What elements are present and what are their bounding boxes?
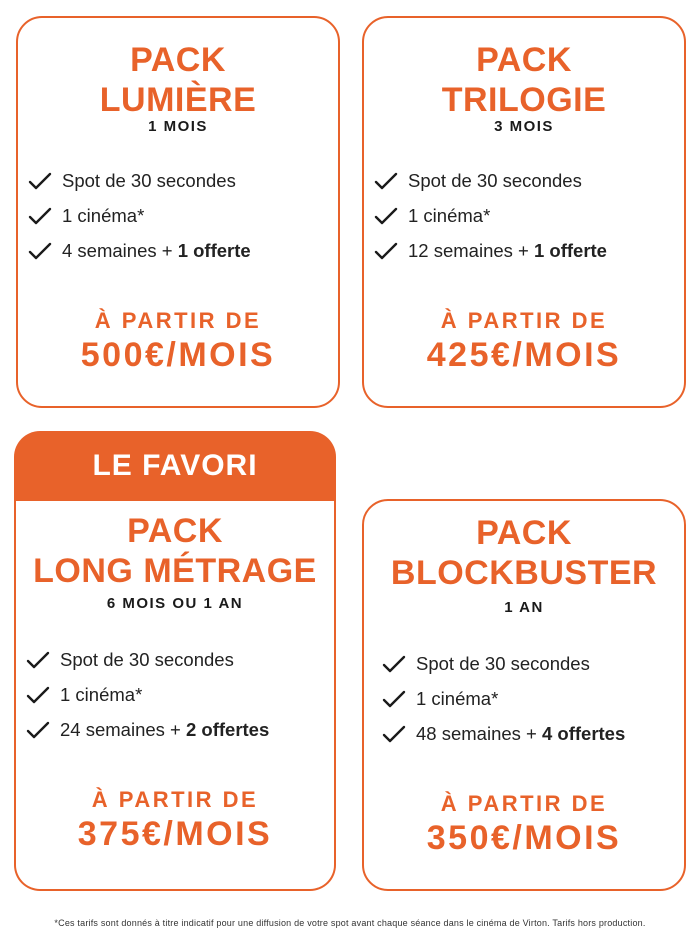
favorite-ribbon: LE FAVORI [14, 431, 336, 501]
pack-card-blockbuster [362, 499, 686, 891]
feature-item [26, 642, 269, 677]
pack-duration: 3 MOIS [494, 118, 554, 135]
check-icon [28, 241, 52, 261]
check-icon [26, 720, 50, 740]
feature-item [28, 163, 251, 198]
check-icon [374, 241, 398, 261]
feature-text: Spot de 30 secondes [408, 169, 582, 191]
feature-list [26, 642, 269, 747]
check-icon [28, 171, 52, 191]
feature-text: 4 semaines + [62, 239, 178, 261]
feature-text: 48 semaines + [416, 722, 542, 744]
price-from-label: À PARTIR DE [94, 308, 262, 333]
feature-text: 24 semaines + [60, 718, 186, 740]
feature-list [382, 646, 625, 751]
price-from-label: À PARTIR DE [440, 791, 608, 816]
pack-card-trilogie [362, 16, 686, 408]
check-icon [26, 685, 50, 705]
feature-item [374, 198, 607, 233]
price: 350€/MOIS [426, 819, 622, 857]
feature-text: Spot de 30 secondes [62, 169, 236, 191]
check-icon [28, 206, 52, 226]
pack-title-line1: PACK [130, 41, 226, 79]
feature-text: Spot de 30 secondes [416, 652, 590, 674]
pack-title-line2: BLOCKBUSTER [390, 554, 658, 592]
pack-title [16, 511, 334, 591]
feature-item [374, 163, 607, 198]
feature-item [26, 677, 269, 712]
feature-item [28, 198, 251, 233]
pack-duration: 1 MOIS [148, 118, 208, 135]
price: 425€/MOIS [426, 336, 622, 374]
feature-text: 1 cinéma* [60, 683, 143, 705]
feature-item [382, 681, 625, 716]
price: 375€/MOIS [77, 815, 273, 853]
feature-text: 1 cinéma* [62, 204, 145, 226]
check-icon [382, 689, 406, 709]
feature-text: 1 cinéma* [416, 687, 499, 709]
pack-title-line2: LUMIÈRE [99, 81, 257, 119]
price: 500€/MOIS [80, 336, 276, 374]
feature-bold: 4 offertes [541, 722, 626, 744]
pack-title [18, 40, 338, 120]
feature-bold: 2 offertes [185, 718, 270, 740]
feature-text: 12 semaines + [408, 239, 534, 261]
feature-text: 1 cinéma* [408, 204, 491, 226]
pack-card-long-metrage [14, 501, 336, 891]
check-icon [382, 654, 406, 674]
price-from-label: À PARTIR DE [440, 308, 608, 333]
pack-title-line1: PACK [476, 514, 572, 552]
pack-title-line2: LONG MÉTRAGE [33, 552, 317, 590]
feature-text: Spot de 30 secondes [60, 648, 234, 670]
check-icon [26, 650, 50, 670]
pack-title-line1: PACK [476, 41, 572, 79]
footnote: *Ces tarifs sont donnés à titre indicatif pour une diffusion de votre spot avant chaque séance dans le cinéma de Virton. Tarifs hors production. [54, 918, 646, 928]
feature-list [28, 163, 251, 268]
feature-item [382, 716, 625, 751]
pack-duration: 6 MOIS OU 1 AN [106, 595, 244, 612]
feature-item [26, 712, 269, 747]
feature-item [374, 233, 607, 268]
pack-title [364, 40, 684, 120]
price-from-label: À PARTIR DE [91, 787, 259, 812]
feature-item [382, 646, 625, 681]
check-icon [374, 171, 398, 191]
pack-title [364, 513, 684, 593]
feature-item [28, 233, 251, 268]
pack-card-lumiere [16, 16, 340, 408]
check-icon [382, 724, 406, 744]
pack-title-line1: PACK [127, 512, 223, 550]
check-icon [374, 206, 398, 226]
feature-bold: 1 offerte [533, 239, 607, 261]
pack-duration: 1 AN [504, 599, 544, 616]
feature-bold: 1 offerte [177, 239, 251, 261]
pack-title-line2: TRILOGIE [441, 81, 607, 119]
feature-list [374, 163, 607, 268]
